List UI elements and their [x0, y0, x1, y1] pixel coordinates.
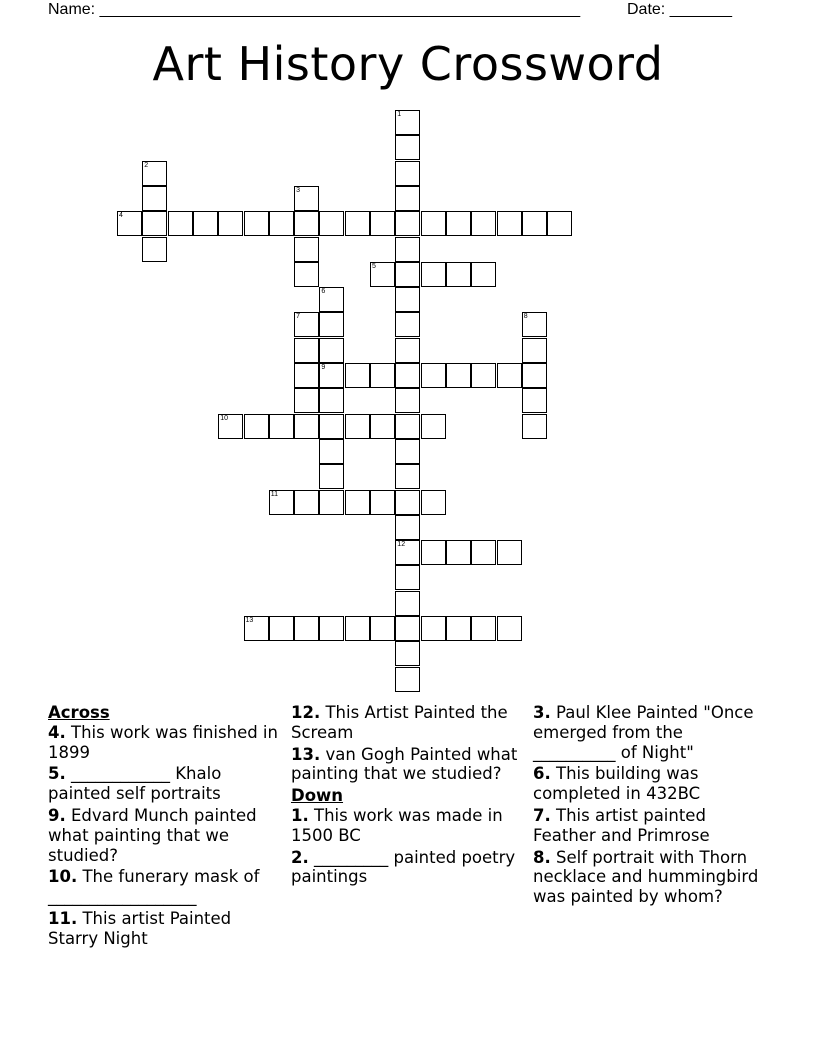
grid-cell[interactable] [497, 363, 522, 388]
grid-cell[interactable] [421, 211, 446, 236]
grid-cell[interactable] [446, 616, 471, 641]
grid-cell[interactable] [370, 414, 395, 439]
cell-number: 1 [397, 111, 402, 118]
grid-cell[interactable] [294, 388, 319, 413]
cell-number: 4 [119, 212, 123, 220]
grid-cell[interactable] [269, 414, 294, 439]
grid-cell[interactable] [345, 414, 370, 439]
grid-cell[interactable] [395, 490, 420, 515]
clue-down-6: 6. This building was completed in 432BC [533, 764, 701, 804]
grid-cell[interactable] [319, 616, 344, 641]
grid-cell[interactable] [446, 540, 471, 565]
grid-cell[interactable] [294, 414, 319, 439]
page-title: Art History Crossword [152, 37, 664, 91]
clue-down-2: 2. _________ painted poetry paintings [291, 847, 516, 887]
grid-cell[interactable] [471, 262, 496, 287]
clue-across-4: 4. This work was finished in 1899 [48, 722, 278, 762]
grid-cell[interactable] [446, 363, 471, 388]
grid-cell[interactable] [395, 287, 420, 312]
cell-number: 7 [296, 313, 300, 321]
grid-cell[interactable] [294, 338, 319, 363]
cell-number: 3 [296, 186, 300, 194]
grid-cell[interactable] [395, 312, 420, 337]
cell-number: 9 [321, 364, 326, 371]
grid-cell[interactable] [345, 490, 370, 515]
cell-number: 6 [321, 288, 326, 296]
grid-cell[interactable] [395, 616, 420, 641]
grid-cell[interactable] [522, 211, 547, 236]
grid-cell[interactable] [269, 616, 294, 641]
grid-cell[interactable] [244, 414, 269, 439]
grid-cell[interactable] [244, 616, 269, 641]
clue-column-3 [533, 703, 769, 909]
across-heading: Across [48, 703, 110, 722]
grid-cell[interactable] [395, 363, 420, 388]
grid-cell[interactable] [370, 490, 395, 515]
grid-cell[interactable] [446, 262, 471, 287]
grid-cell[interactable] [497, 540, 522, 565]
grid-cell[interactable] [471, 540, 496, 565]
grid-cell[interactable] [395, 414, 420, 439]
grid-cell[interactable] [294, 363, 319, 388]
grid-cell[interactable] [319, 211, 344, 236]
clue-across-5: 5. ____________ Khalo painted self portraits [48, 764, 222, 804]
grid-cell[interactable] [218, 211, 243, 236]
cell-number: 12 [397, 541, 406, 549]
grid-cell[interactable] [168, 211, 193, 236]
grid-cell[interactable] [345, 211, 370, 236]
grid-cell[interactable] [421, 616, 446, 641]
grid-cell[interactable] [142, 237, 167, 262]
grid-cell[interactable] [218, 414, 243, 439]
grid-cell[interactable] [395, 186, 420, 211]
grid-cell[interactable] [421, 414, 446, 439]
grid-cell[interactable] [395, 338, 420, 363]
clue-down-1: 1. This work was made in 1500 BC [291, 805, 503, 845]
clue-across-9: 9. Edvard Munch painted what painting that we studied? [48, 805, 257, 865]
grid-cell[interactable] [319, 490, 344, 515]
grid-cell[interactable] [319, 287, 344, 312]
grid-cell[interactable] [319, 464, 344, 489]
grid-cell[interactable] [294, 211, 319, 236]
grid-cell[interactable] [446, 211, 471, 236]
grid-cell[interactable] [345, 363, 370, 388]
clue-down-7: 7. This artist painted Feather and Primrose [533, 805, 710, 845]
grid-cell[interactable] [421, 363, 446, 388]
grid-cell[interactable] [294, 490, 319, 515]
grid-cell[interactable] [522, 312, 547, 337]
grid-cell[interactable] [142, 186, 167, 211]
grid-cell[interactable] [395, 211, 420, 236]
grid-cell[interactable] [319, 363, 344, 388]
grid-cell[interactable] [522, 388, 547, 413]
clue-across-13: 13. van Gogh Painted what painting that we studied? [291, 744, 518, 784]
cell-number: 5 [372, 262, 376, 270]
cell-number: 8 [523, 313, 528, 321]
grid-cell[interactable] [345, 616, 370, 641]
grid-cell[interactable] [142, 211, 167, 236]
grid-cell[interactable] [395, 161, 420, 186]
grid-cell[interactable] [269, 211, 294, 236]
cell-number: 13 [245, 617, 254, 624]
grid-cell[interactable] [319, 439, 344, 464]
grid-cell[interactable] [522, 338, 547, 363]
grid-cell[interactable] [269, 490, 294, 515]
grid-cell[interactable] [395, 667, 420, 692]
grid-cell[interactable] [395, 110, 420, 135]
grid-cell[interactable] [547, 211, 572, 236]
grid-cell[interactable] [471, 363, 496, 388]
grid-cell[interactable] [370, 616, 395, 641]
down-heading: Down [291, 786, 344, 806]
grid-cell[interactable] [421, 540, 446, 565]
clue-across-12: 12. This Artist Painted the Scream [291, 703, 508, 742]
grid-cell[interactable] [395, 237, 420, 262]
grid-cell[interactable] [370, 262, 395, 287]
grid-cell[interactable] [497, 211, 522, 236]
grid-cell[interactable] [395, 464, 420, 489]
clue-across-11: 11. This artist Painted Starry Night [48, 908, 232, 948]
grid-cell[interactable] [395, 540, 420, 565]
grid-cell[interactable] [395, 262, 420, 287]
grid-cell[interactable] [471, 616, 496, 641]
date-field-label[interactable]: Date: _______ [627, 1, 732, 18]
grid-cell[interactable] [319, 338, 344, 363]
grid-cell[interactable] [370, 211, 395, 236]
grid-cell[interactable] [370, 363, 395, 388]
grid-cell[interactable] [497, 616, 522, 641]
grid-cell[interactable] [421, 490, 446, 515]
name-field-label[interactable]: Name: ______________________________________________________ [48, 1, 581, 18]
grid-cell[interactable] [294, 616, 319, 641]
grid-cell[interactable] [395, 439, 420, 464]
grid-cell[interactable] [395, 388, 420, 413]
grid-cell[interactable] [471, 211, 496, 236]
grid-cell[interactable] [117, 211, 142, 236]
grid-cell[interactable] [294, 237, 319, 262]
grid-cell[interactable] [294, 262, 319, 287]
grid-cell[interactable] [294, 312, 319, 337]
grid-cell[interactable] [244, 211, 269, 236]
grid-cell[interactable] [395, 641, 420, 666]
clue-down-3: 3. Paul Klee Painted "Once emerged from the __________ of Night" [533, 703, 754, 762]
clue-column-1 [48, 703, 284, 951]
clue-down-8: 8. Self portrait with Thorn necklace and hummingbird was painted by whom? [533, 847, 759, 907]
grid-cell[interactable] [319, 414, 344, 439]
grid-cell[interactable] [395, 515, 420, 540]
grid-cell[interactable] [522, 363, 547, 388]
grid-cell[interactable] [193, 211, 218, 236]
grid-cell[interactable] [294, 186, 319, 211]
clue-column-2 [291, 703, 527, 889]
cell-number: 2 [144, 161, 149, 169]
grid-cell[interactable] [395, 565, 420, 590]
grid-cell[interactable] [421, 262, 446, 287]
grid-cell[interactable] [319, 312, 344, 337]
grid-cell[interactable] [319, 388, 344, 413]
grid-cell[interactable] [395, 135, 420, 160]
cell-number: 10 [220, 414, 228, 422]
clue-across-10: 10. The funerary mask of __________________ [48, 867, 260, 907]
grid-cell[interactable] [395, 591, 420, 616]
grid-cell[interactable] [142, 161, 167, 186]
grid-cell[interactable] [522, 414, 547, 439]
cell-number: 11 [270, 490, 279, 498]
